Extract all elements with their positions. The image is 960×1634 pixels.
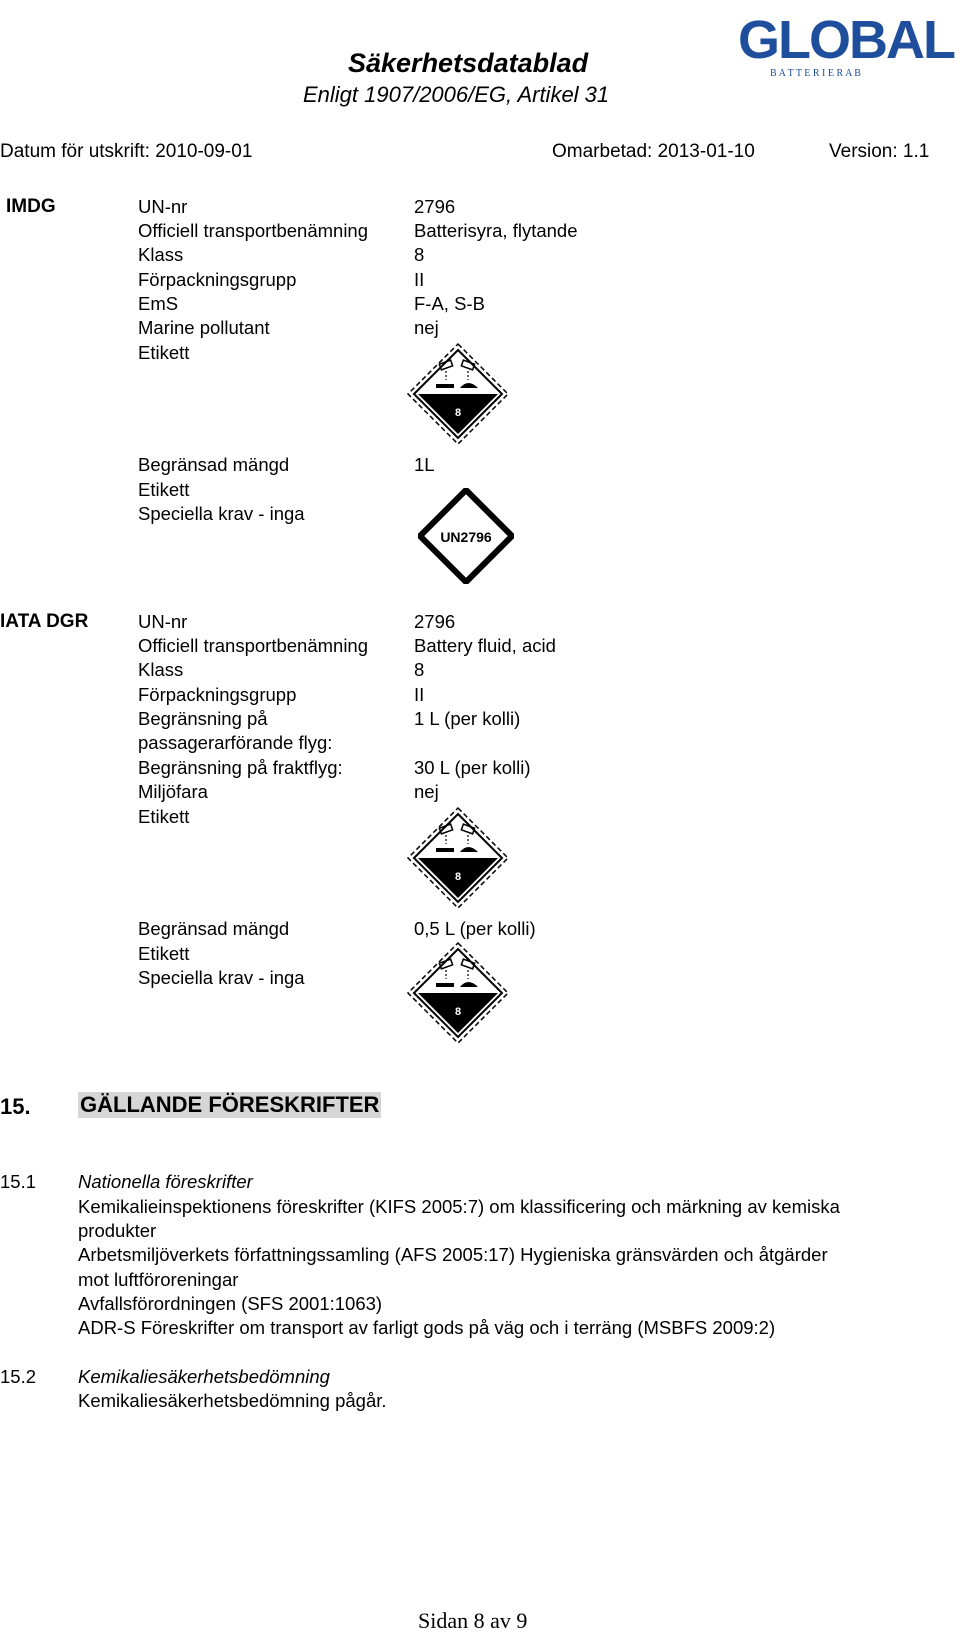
imdg-value-name: Batterisyra, flytande	[414, 220, 578, 241]
regulation-line: Kemikalieinspektionens föreskrifter (KIFS 2005:7) om klassificering och märkning av kemiska	[78, 1196, 840, 1217]
document-title: Säkerhetsdatablad	[348, 48, 589, 78]
subsection-number-2: 15.2	[0, 1366, 37, 1387]
logo-wordmark: GLOBAL	[738, 10, 954, 70]
imdg-label-group: Förpackningsgrupp	[138, 269, 297, 290]
section-number: 15.	[0, 1094, 31, 1119]
iata-value-limited: 0,5 L (per kolli)	[414, 918, 536, 939]
hazard-class-number: 8	[454, 407, 462, 419]
version: Version: 1.1	[829, 141, 930, 162]
iata-label-name: Officiell transportbenämning	[138, 635, 369, 656]
un-mark-text: UN2796	[440, 529, 492, 545]
subsection-heading-2: Kemikaliesäkerhetsbedömning	[78, 1366, 330, 1387]
regulation-line: Avfallsförordningen (SFS 2001:1063)	[78, 1293, 383, 1314]
iata-tag: IATA DGR	[0, 611, 89, 632]
iata-value-pass: 1 L (per kolli)	[414, 708, 521, 729]
assessment-text: Kemikaliesäkerhetsbedömning pågår.	[78, 1390, 387, 1411]
revised-date: Omarbetad: 2013-01-10	[552, 141, 755, 162]
imdg-value-ems: F-A, S-B	[414, 293, 485, 314]
imdg-label-limited: Begränsad mängd	[138, 454, 290, 475]
iata-label-limited: Begränsad mängd	[138, 918, 290, 939]
regulation-line: ADR-S Föreskrifter om transport av farligt gods på väg och i terräng (MSBFS 2009:2)	[78, 1317, 776, 1338]
corrosive-label-icon	[406, 342, 510, 446]
iata-label-group: Förpackningsgrupp	[138, 684, 297, 705]
regulation-line: produkter	[78, 1220, 157, 1241]
iata-label-etikett: Etikett	[138, 806, 190, 827]
corrosive-label-icon	[406, 806, 510, 910]
regulation-line: mot luftföroreningar	[78, 1269, 239, 1290]
iata-value-cargo: 30 L (per kolli)	[414, 757, 531, 778]
imdg-special: Speciella krav - inga	[138, 503, 305, 524]
document-subtitle: Enligt 1907/2006/EG, Artikel 31	[303, 82, 610, 107]
print-date: Datum för utskrift: 2010-09-01	[0, 141, 253, 162]
hazard-class-number: 8	[454, 1006, 462, 1018]
logo-subtext: B A T T E R I E R A B	[770, 68, 861, 78]
imdg-label-class: Klass	[138, 244, 184, 265]
subsection-heading-1: Nationella föreskrifter	[78, 1171, 253, 1192]
imdg-value-group: II	[414, 269, 425, 290]
section-title: GÄLLANDE FÖRESKRIFTER	[80, 1092, 380, 1117]
company-logo	[738, 6, 960, 78]
iata-label-class: Klass	[138, 659, 184, 680]
iata-label-etikett-2: Etikett	[138, 943, 190, 964]
regulation-line: Arbetsmiljöverkets författningssamling (AFS 2005:17) Hygieniska gränsvärden och åtgärder	[78, 1244, 828, 1265]
imdg-label-un: UN-nr	[138, 196, 188, 217]
iata-label-env: Miljöfara	[138, 781, 208, 802]
imdg-label-etikett-2: Etikett	[138, 479, 190, 500]
iata-value-name: Battery fluid, acid	[414, 635, 556, 656]
iata-value-un: 2796	[414, 611, 456, 632]
iata-label-cargo: Begränsning på fraktflyg:	[138, 757, 343, 778]
iata-label-pass-2: passagerarförande flyg:	[138, 732, 333, 753]
iata-value-group: II	[414, 684, 425, 705]
iata-label-pass-1: Begränsning på	[138, 708, 268, 729]
un-number-mark-icon	[418, 488, 514, 584]
corrosive-label-icon	[406, 941, 510, 1045]
subsection-number-1: 15.1	[0, 1171, 37, 1192]
imdg-label-marine: Marine pollutant	[138, 317, 270, 338]
iata-value-class: 8	[414, 659, 425, 680]
imdg-label-ems: EmS	[138, 293, 179, 314]
iata-special: Speciella krav - inga	[138, 967, 305, 988]
imdg-value-class: 8	[414, 244, 425, 265]
page-number: Sidan 8 av 9	[418, 1608, 528, 1633]
imdg-value-limited: 1L	[414, 454, 435, 475]
imdg-value-un: 2796	[414, 196, 456, 217]
hazard-class-number: 8	[454, 871, 462, 883]
imdg-value-marine: nej	[414, 317, 439, 338]
imdg-label-name: Officiell transportbenämning	[138, 220, 369, 241]
iata-label-un: UN-nr	[138, 611, 188, 632]
imdg-tag: IMDG	[6, 196, 56, 217]
imdg-label-etikett: Etikett	[138, 342, 190, 363]
iata-value-env: nej	[414, 781, 439, 802]
